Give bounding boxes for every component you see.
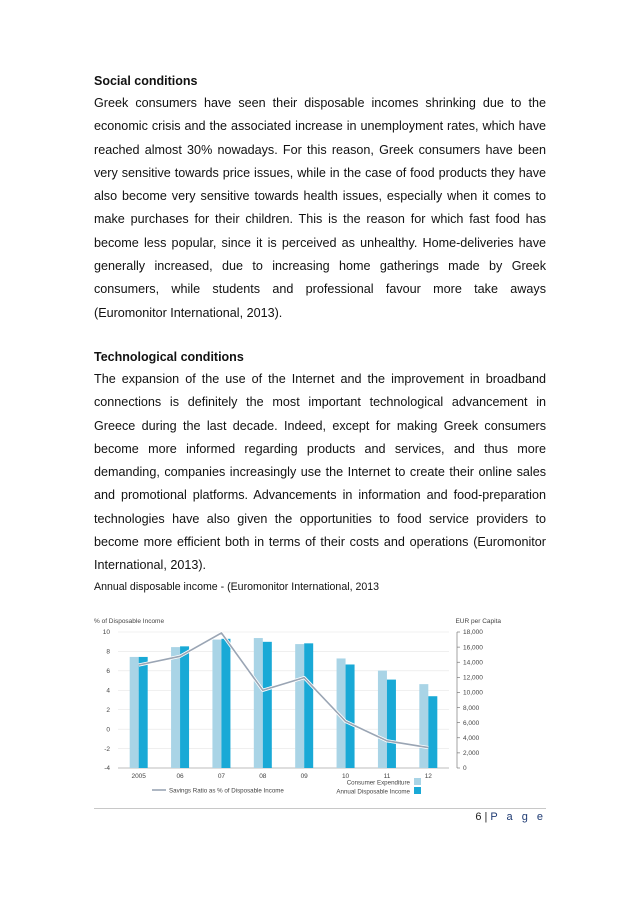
legend-disposable-income-swatch bbox=[414, 787, 421, 794]
right-tick-label: 16,000 bbox=[463, 644, 483, 652]
technological-conditions-paragraph: The expansion of the use of the Internet and the improvement in broadband connections is definitely the most important technological advancement in Greece during the last decade. Indeed, except for making Greek consumers become more informed regarding products and services, and thus more demanding, companies increasingly use the Internet to create their online sales and promotional platforms. Advancements in information and food-preparation technologies have also given the opportunities to food service providers to become more efficient both in terms of their costs and operations (Euromonitor International, 2013). bbox=[94, 372, 546, 573]
left-tick-label: 10 bbox=[102, 629, 110, 637]
right-tick-label: 4,000 bbox=[463, 734, 480, 742]
bar-consumer-expenditure bbox=[254, 638, 263, 768]
bar-annual-disposable-income bbox=[428, 696, 437, 768]
left-axis-title: % of Disposable Income bbox=[94, 618, 165, 625]
social-conditions-heading: Social conditions bbox=[94, 74, 198, 88]
x-tick-label: 11 bbox=[383, 773, 391, 780]
legend-savings-label: Savings Ratio as % of Disposable Income bbox=[169, 787, 284, 795]
x-tick-label: 06 bbox=[176, 773, 184, 780]
page-label: P a g e bbox=[490, 811, 546, 823]
footer-separator: | bbox=[484, 811, 488, 823]
bar-annual-disposable-income bbox=[221, 639, 230, 768]
x-tick-label: 2005 bbox=[131, 773, 146, 780]
left-tick-label: 0 bbox=[106, 726, 110, 734]
left-tick-label: 2 bbox=[106, 706, 110, 714]
right-tick-label: 10,000 bbox=[463, 689, 483, 697]
right-tick-label: 0 bbox=[463, 765, 467, 773]
page-number: 6 bbox=[475, 811, 482, 823]
left-tick-label: -4 bbox=[104, 765, 110, 773]
right-tick-label: 8,000 bbox=[463, 704, 480, 712]
chart-caption: Annual disposable income - (Euromonitor International, 2013 bbox=[94, 581, 380, 593]
x-tick-label: 12 bbox=[424, 773, 432, 780]
bar-consumer-expenditure bbox=[171, 647, 180, 768]
right-tick-label: 2,000 bbox=[463, 750, 480, 758]
bar-consumer-expenditure bbox=[130, 657, 139, 768]
legend-disposable-income-label: Annual Disposable Income bbox=[336, 788, 410, 796]
left-tick-label: 8 bbox=[106, 648, 110, 656]
right-tick-label: 6,000 bbox=[463, 719, 480, 727]
bar-consumer-expenditure bbox=[419, 684, 428, 768]
right-tick-label: 18,000 bbox=[463, 629, 483, 637]
right-axis-title: EUR per Capita bbox=[455, 618, 501, 625]
bar-annual-disposable-income bbox=[304, 643, 313, 768]
disposable-income-chart bbox=[94, 612, 534, 802]
legend-consumer-expenditure-swatch bbox=[414, 778, 421, 785]
bar-annual-disposable-income bbox=[346, 664, 355, 768]
bar-annual-disposable-income bbox=[387, 680, 396, 768]
bar-consumer-expenditure bbox=[212, 640, 221, 768]
technological-conditions-heading: Technological conditions bbox=[94, 350, 244, 364]
bar-annual-disposable-income bbox=[263, 642, 272, 768]
page-footer bbox=[420, 811, 546, 823]
x-tick-label: 10 bbox=[341, 773, 350, 780]
left-tick-label: -2 bbox=[104, 745, 110, 753]
social-conditions-paragraph: Greek consumers have seen their disposable incomes shrinking due to the economic crisis and the associated increase in unemployment rates, which have reached almost 30% nowadays. For this reason, Greek consumers have been very sensitive towards price issues, while in the case of food products they have also become very sensitive towards health issues, especially when it comes to make purchases for their children. This is the reason for which fast food has become less popular, since it is perceived as unhealthy. Home-deliveries have generally increased, due to increasing home gatherings made by Greek consumers, while students and professional favour more take aways (Euromonitor International, 2013). bbox=[94, 96, 546, 320]
left-tick-label: 6 bbox=[106, 668, 110, 676]
bar-consumer-expenditure bbox=[295, 644, 304, 768]
bar-annual-disposable-income bbox=[139, 657, 148, 768]
right-tick-label: 14,000 bbox=[463, 659, 483, 667]
x-tick-label: 09 bbox=[300, 773, 308, 780]
x-tick-label: 08 bbox=[259, 773, 267, 780]
legend-consumer-expenditure-label: Consumer Expenditure bbox=[346, 779, 410, 787]
left-tick-label: 4 bbox=[106, 687, 110, 695]
bar-annual-disposable-income bbox=[180, 646, 189, 768]
x-tick-label: 07 bbox=[217, 773, 226, 780]
footer-rule bbox=[94, 808, 546, 809]
right-tick-label: 12,000 bbox=[463, 674, 483, 682]
bar-consumer-expenditure bbox=[378, 671, 387, 768]
